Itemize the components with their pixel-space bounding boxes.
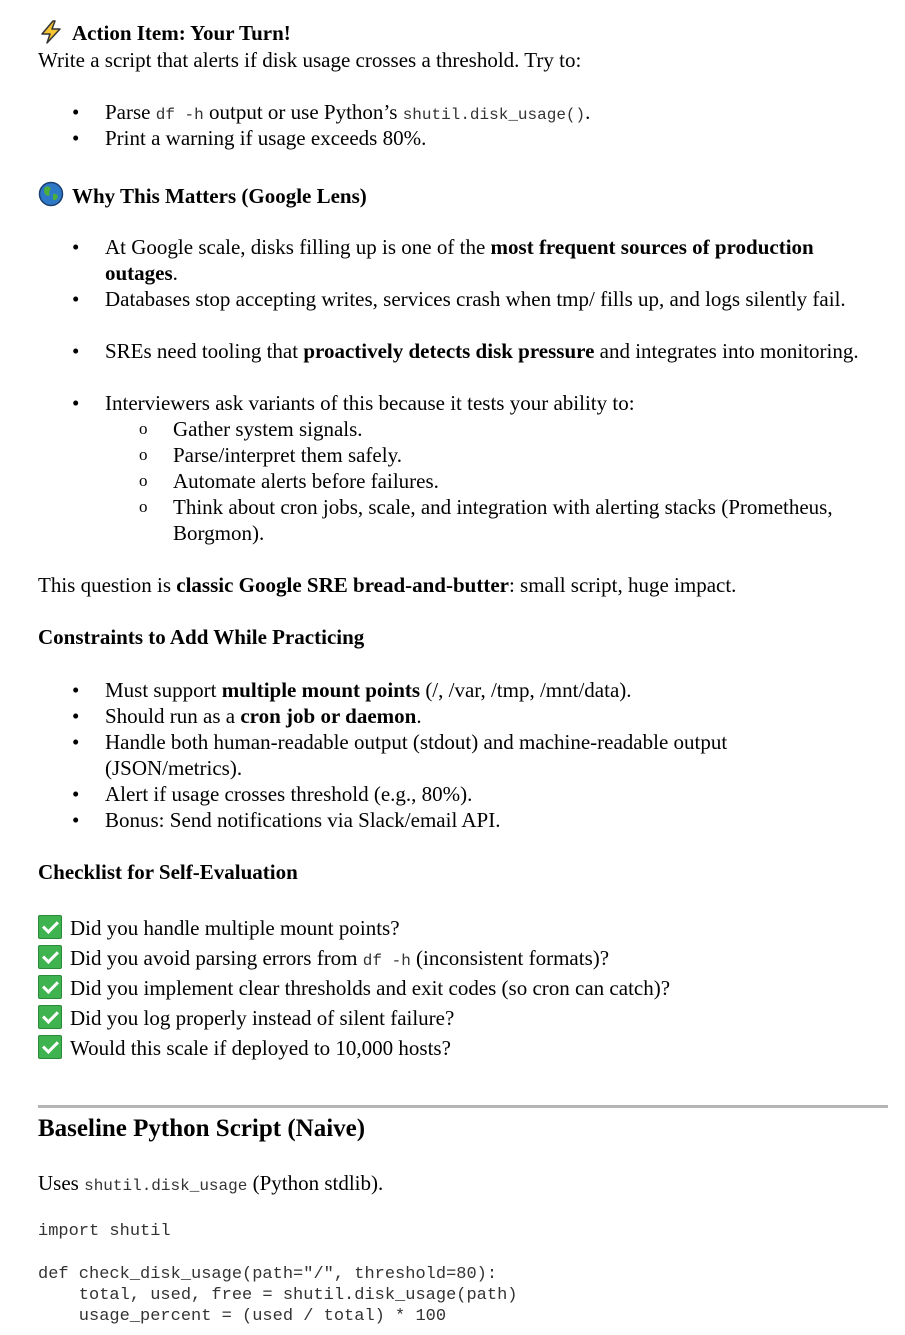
globe-icon xyxy=(38,181,64,213)
sub-list-item: o Think about cron jobs, scale, and integration with alerting stacks (Prometheus, Borgmon). xyxy=(173,494,885,546)
divider xyxy=(38,1105,888,1108)
list-item: • Parse df -h output or use Python’s shutil.disk_usage(). xyxy=(105,99,885,128)
list-item: • Databases stop accepting writes, services crash when tmp/ fills up, and logs silently fail. xyxy=(105,286,885,312)
sub-list-item: o Parse/interpret them safely. xyxy=(173,442,885,468)
action-heading: Action Item: Your Turn! xyxy=(38,20,887,50)
checklist-item: Did you log properly instead of silent failure? xyxy=(38,1005,887,1031)
list-item: • Handle both human-readable output (stdout) and machine-readable output (JSON/metrics). xyxy=(105,729,795,781)
checkmark-icon xyxy=(38,975,62,999)
list-item: • Bonus: Send notifications via Slack/email API. xyxy=(105,807,885,833)
list-item: • At Google scale, disks filling up is one of the most frequent sources of production outages. xyxy=(105,234,885,286)
action-intro: Write a script that alerts if disk usage crosses a threshold. Try to: xyxy=(38,48,582,72)
checklist-item: Did you implement clear thresholds and exit codes (so cron can catch)? xyxy=(38,975,887,1001)
list-item: • Must support multiple mount points (/, /var, /tmp, /mnt/data). xyxy=(105,677,885,703)
list-item: • Print a warning if usage exceeds 80%. xyxy=(105,125,885,151)
checkmark-icon xyxy=(38,945,62,969)
checkmark-icon xyxy=(38,915,62,939)
checkmark-icon xyxy=(38,1035,62,1059)
classic-paragraph: This question is classic Google SRE bread-and-butter: small script, huge impact. xyxy=(38,573,737,597)
checklist-item: Did you avoid parsing errors from df -h (inconsistent formats)? xyxy=(38,945,887,974)
constraints-heading: Constraints to Add While Practicing xyxy=(38,625,365,649)
baseline-uses: Uses shutil.disk_usage (Python stdlib). xyxy=(38,1171,384,1195)
list-item: • Alert if usage crosses threshold (e.g., 80%). xyxy=(105,781,885,807)
checklist-heading: Checklist for Self-Evaluation xyxy=(38,860,298,884)
checklist-item: Would this scale if deployed to 10,000 hosts? xyxy=(38,1035,887,1061)
list-item: • Interviewers ask variants of this because it tests your ability to: xyxy=(105,390,885,416)
sub-list-item: o Gather system signals. xyxy=(173,416,885,442)
checkmark-icon xyxy=(38,1005,62,1029)
sub-list-item: o Automate alerts before failures. xyxy=(173,468,885,494)
list-item: • SREs need tooling that proactively detects disk pressure and integrates into monitoring. xyxy=(105,338,885,364)
list-item: • Should run as a cron job or daemon. xyxy=(105,703,885,729)
code-block-function: def check_disk_usage(path="/", threshold=80): total, used, free = shutil.disk_usage(path) usage_percent = (used / total) * 100 xyxy=(38,1265,518,1326)
code-block-import: import shutil xyxy=(38,1222,171,1241)
why-heading: Why This Matters (Google Lens) xyxy=(38,181,887,213)
baseline-heading: Baseline Python Script (Naive) xyxy=(38,1115,366,1142)
checklist-item: Did you handle multiple mount points? xyxy=(38,915,887,941)
lightning-icon xyxy=(38,20,64,50)
